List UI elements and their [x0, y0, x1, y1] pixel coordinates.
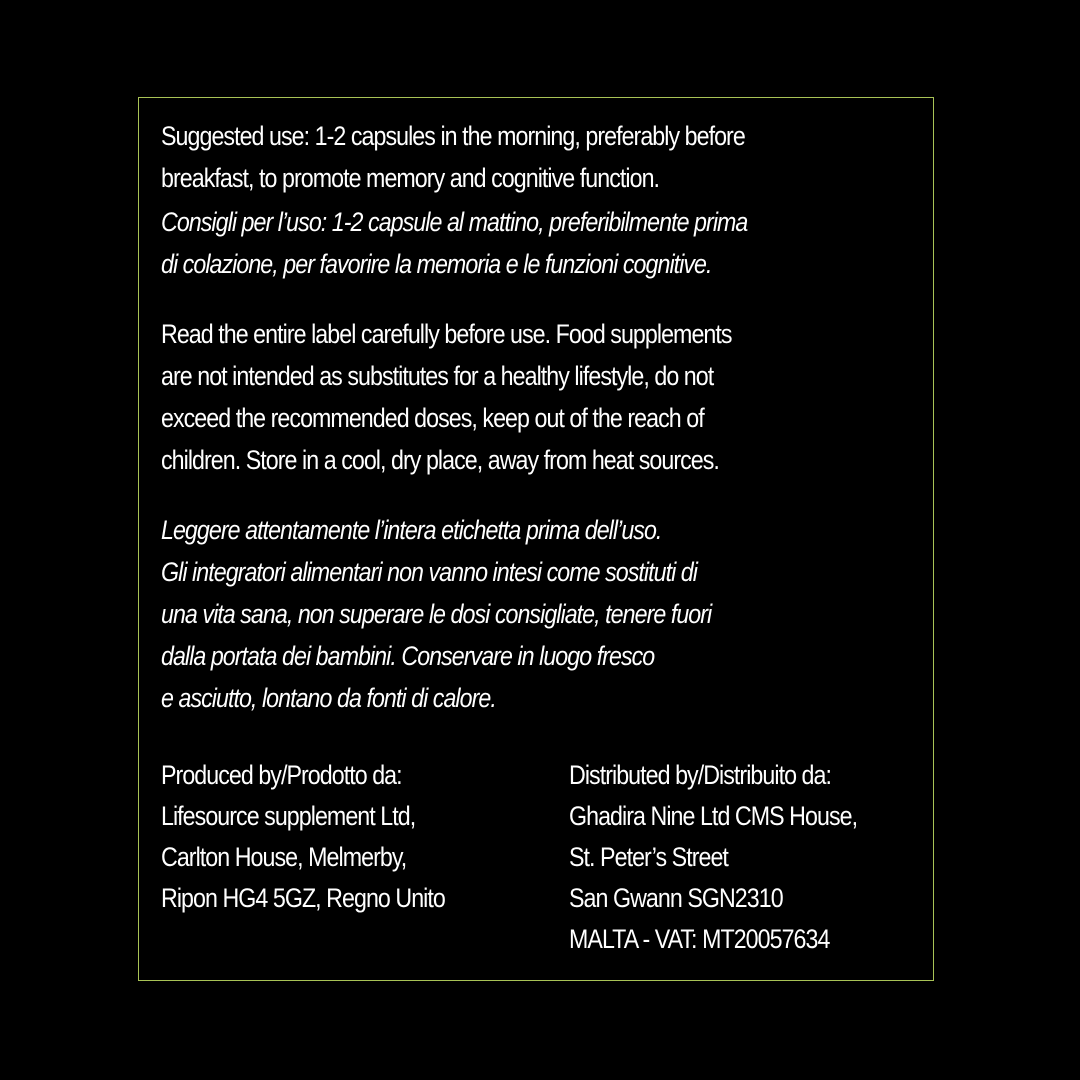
- distributor-info: [569, 755, 857, 960]
- warnings-english-line: are not intended as substitutes for a healthy lifestyle, do not: [161, 361, 714, 391]
- label-panel: [138, 97, 934, 981]
- warnings-italian-line: dalla portata dei bambini. Conservare in luogo fresco: [161, 641, 655, 671]
- distributor-line: MALTA - VAT: MT20057634: [569, 924, 830, 954]
- producer-line: Produced by/Prodotto da:: [161, 760, 402, 790]
- warnings-italian-line: e asciutto, lontano da fonti di calore.: [161, 683, 496, 713]
- warnings-italian: [161, 509, 815, 719]
- distributor-line: Ghadira Nine Ltd CMS House,: [569, 801, 858, 831]
- usage-italian-line: di colazione, per favorire la memoria e le funzioni cognitive.: [161, 249, 712, 279]
- producer-line: Ripon HG4 5GZ, Regno Unito: [161, 883, 445, 913]
- usage-english: [161, 115, 815, 199]
- usage-italian-line: Consigli per l’uso: 1-2 capsule al mattino, preferibilmente prima: [161, 207, 748, 237]
- warnings-english-line: children. Store in a cool, dry place, away from heat sources.: [161, 445, 719, 475]
- distributor-line: Distributed by/Distribuito da:: [569, 760, 832, 790]
- producer-line: Carlton House, Melmerby,: [161, 842, 407, 872]
- producer-line: Lifesource supplement Ltd,: [161, 801, 416, 831]
- warnings-english-line: exceed the recommended doses, keep out of the reach of: [161, 403, 704, 433]
- usage-english-line: Suggested use: 1-2 capsules in the morning, preferably before: [161, 121, 745, 151]
- warnings-italian-line: Leggere attentamente l’intera etichetta prima dell’uso.: [161, 515, 662, 545]
- producer-info: [161, 755, 445, 919]
- distributor-line: San Gwann SGN2310: [569, 883, 783, 913]
- usage-italian: [161, 201, 815, 285]
- usage-english-line: breakfast, to promote memory and cognitive function.: [161, 163, 660, 193]
- warnings-italian-line: Gli integratori alimentari non vanno intesi come sostituti di: [161, 557, 697, 587]
- warnings-english-line: Read the entire label carefully before use. Food supplements: [161, 319, 732, 349]
- distributor-line: St. Peter’s Street: [569, 842, 728, 872]
- warnings-english: [161, 313, 815, 481]
- warnings-italian-line: una vita sana, non superare le dosi consigliate, tenere fuori: [161, 599, 712, 629]
